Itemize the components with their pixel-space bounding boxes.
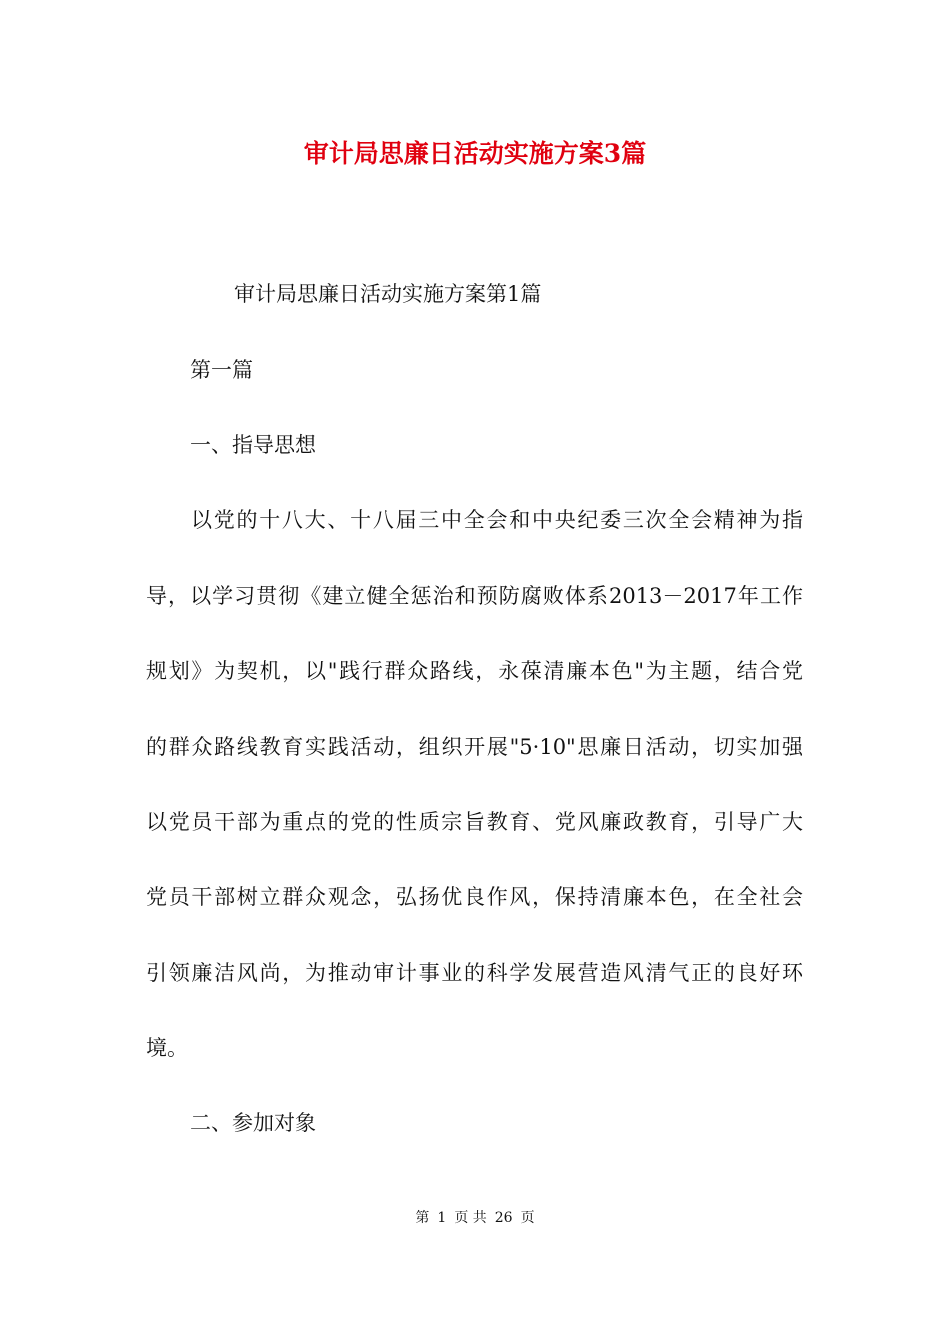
section-heading-guiding-ideology: 一、指导思想 [190,433,316,457]
footer-total-pages: 26 [494,1210,513,1226]
footer-middle: 页 共 [454,1210,487,1226]
paragraph-line: 导，以学习贯彻《建立健全惩治和预防腐败体系2013－2017年工作 [146,584,803,608]
footer-prefix: 第 [415,1210,430,1226]
paragraph-line: 规划》为契机，以"践行群众路线，永葆清廉本色"为主题，结合党 [146,659,803,683]
paragraph-line: 的群众路线教育实践活动，组织开展"5·10"思廉日活动，切实加强 [146,735,803,759]
page-footer [0,1208,950,1228]
paragraph-line: 党员干部树立群众观念，弘扬优良作风，保持清廉本色，在全社会 [146,885,803,909]
footer-suffix: 页 [520,1210,535,1226]
chapter-subtitle: 审计局思廉日活动实施方案第1篇 [234,282,542,306]
paragraph-line: 以党员干部为重点的党的性质宗旨教育、党风廉政教育，引导广大 [146,810,803,834]
paragraph-line: 境。 [146,1036,188,1060]
section-heading-participants: 二、参加对象 [190,1111,316,1135]
part-label: 第一篇 [190,358,253,382]
footer-page-number: 1 [437,1210,447,1226]
document-title: 审计局思廉日活动实施方案3篇 [303,139,647,168]
paragraph-line: 引领廉洁风尚，为推动审计事业的科学发展营造风清气正的良好环 [146,961,803,985]
paragraph-line: 以党的十八大、十八届三中全会和中央纪委三次全会精神为指 [191,508,803,532]
